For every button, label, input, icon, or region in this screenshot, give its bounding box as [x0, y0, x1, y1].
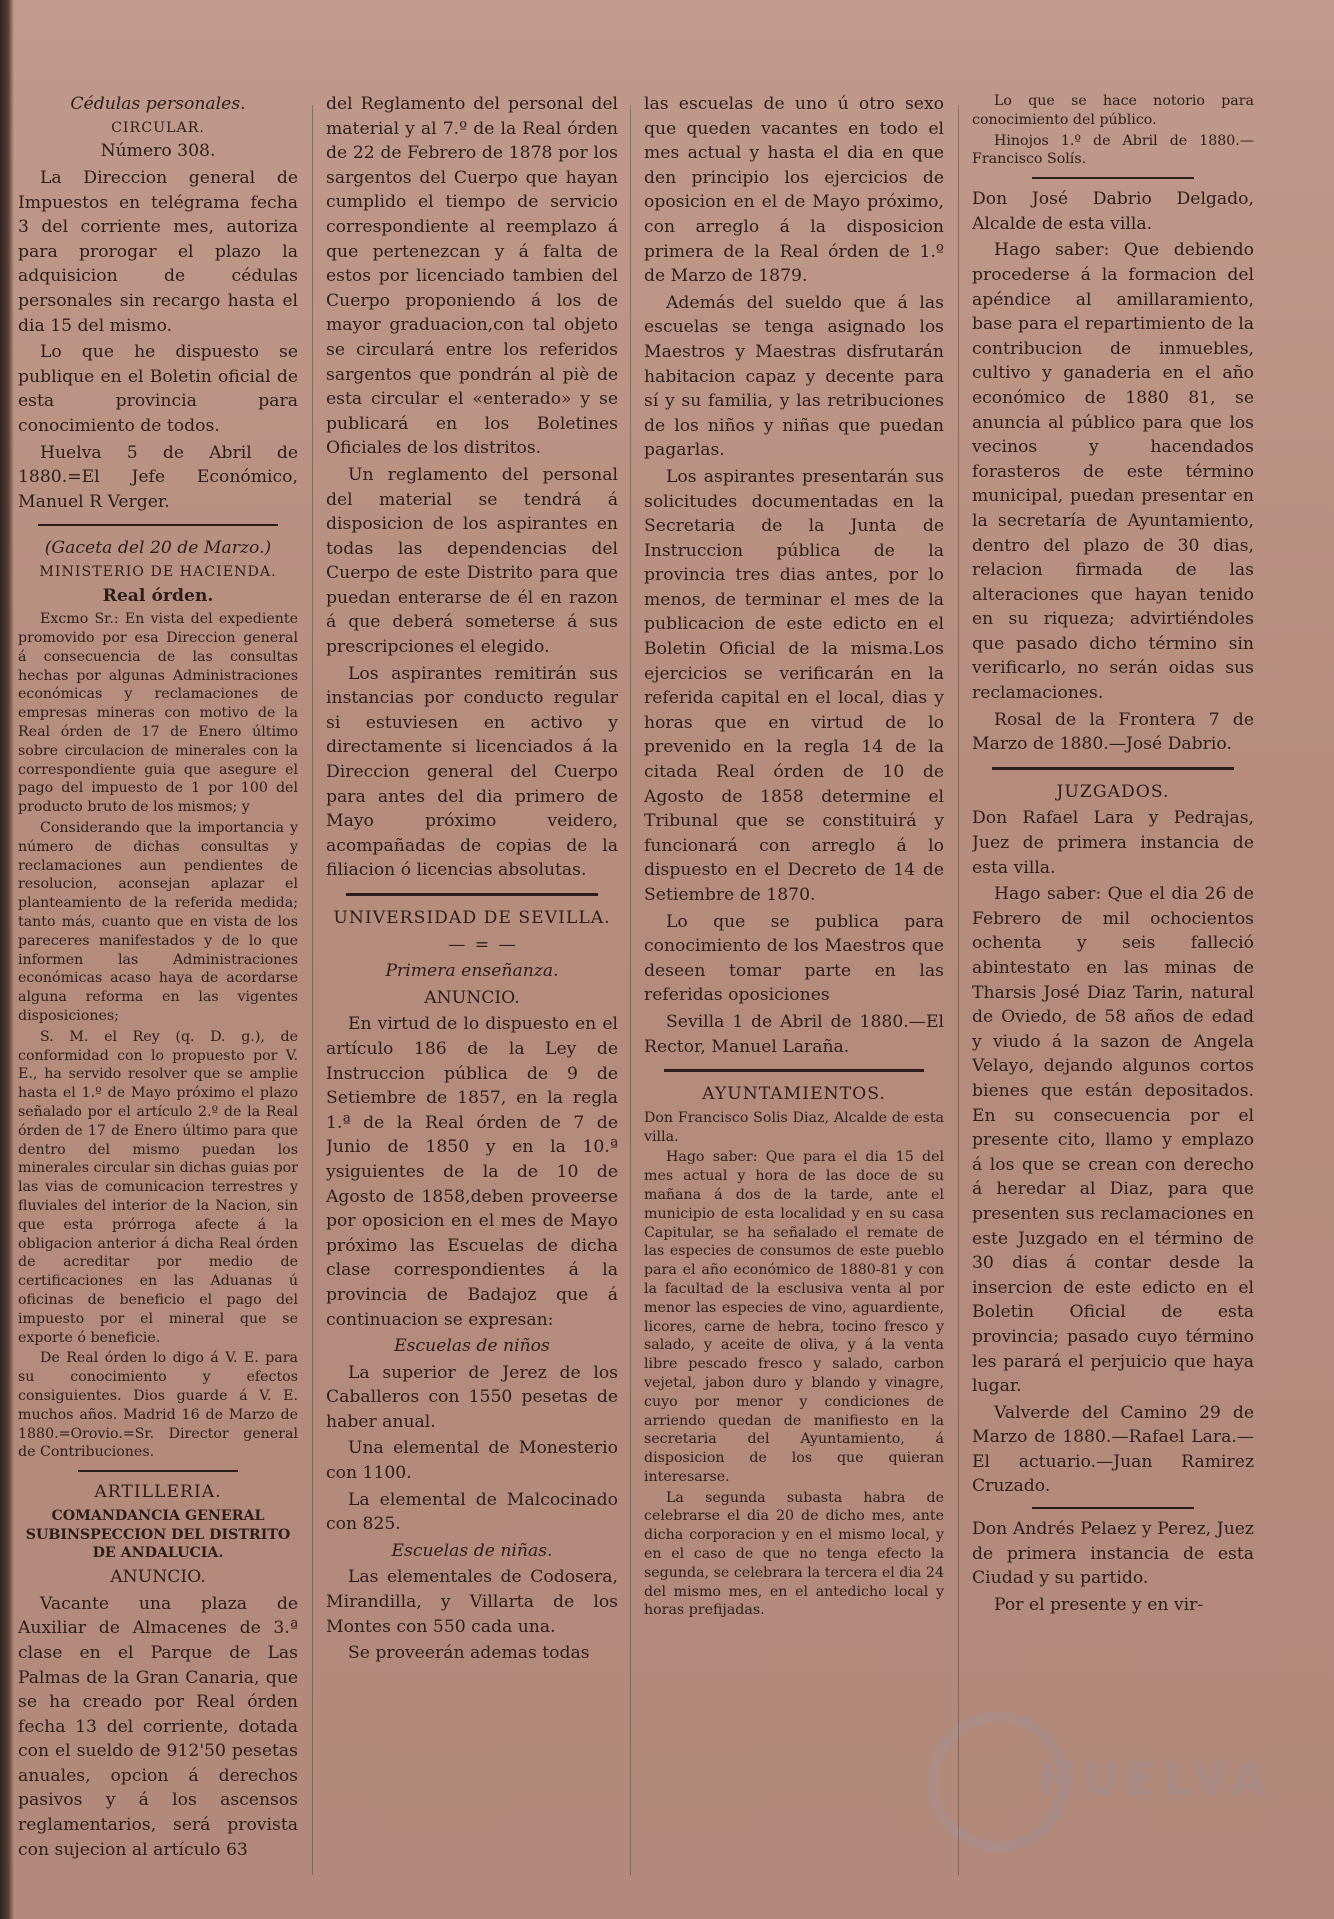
paragraph: La segunda subasta habra de celebrarse el dia 20 de dicho mes, ante dicha corporacion y en el mismo local, y en el caso de que no tenga efecto la segunda, se celebrara la tercera el dia 24 del mismo mes, en el antedicho local y horas prefijadas. [644, 1489, 944, 1619]
section-subtitle: CIRCULAR. [111, 119, 205, 136]
binding-shadow [0, 0, 14, 1919]
watermark-text: HUELVA [1038, 1752, 1273, 1806]
paragraph: las escuelas de uno ú otro sexo que queden vacantes en todo el mes actual y hasta el dia en que den principio los ejercicios de oposicion en el de Mayo próximo, con arreglo á la disposicion primera de la Real órden de 1.º de Marzo de 1879. [644, 94, 944, 287]
ministry-heading: MINISTERIO DE HACIENDA. [39, 563, 277, 580]
gaceta-reference: (Gaceta del 20 de Marzo.) [44, 538, 272, 559]
divider [78, 1470, 238, 1472]
paragraph: Las elementales de Codosera, Mirandilla, y Villarta de los Montes con 550 cada una. [326, 1567, 618, 1637]
circular-number: Número 308. [100, 141, 216, 162]
official-name: Don José Dabrio Delgado, Alcalde de esta villa. [972, 189, 1254, 234]
separator: — = — [448, 934, 518, 955]
divider [346, 893, 598, 896]
anuncio-heading: ANUNCIO. [110, 1567, 206, 1588]
column-1 [18, 92, 298, 1864]
divider [664, 1069, 924, 1072]
column-divider [312, 105, 313, 1875]
primera-ensenanza-heading: Primera enseñanza. [385, 961, 559, 982]
official-name: Don Francisco Solis Diaz, Alcalde de esta villa. [644, 1109, 944, 1145]
signature: Sevilla 1 de Abril de 1880.—El Rector, Manuel Laraña. [644, 1011, 944, 1057]
official-name: Don Rafael Lara y Pedrajas, Juez de primera instancia de esta villa. [972, 808, 1254, 878]
column-3 [644, 92, 944, 1622]
column-4 [972, 92, 1254, 1619]
universidad-heading: UNIVERSIDAD DE SEVILLA. [333, 908, 611, 928]
signature: Rosal de la Frontera 7 de Marzo de 1880.—José Dabrio. [972, 709, 1254, 755]
juzgados-heading: JUZGADOS. [1056, 781, 1170, 802]
paragraph: En virtud de lo dispuesto en el artículo 186 de la Ley de Instruccion pública de 9 de Setiembre de 1857, en la regla 1.ª de la Real órden de 7 de Junio de 1850 y en la 10.ª ysiguientes de la de 10 de Agosto de 1858,deben proveerse por oposicion en el mes de Mayo próximo las Escuelas de dicha clase correspondientes á la provincia de Badajoz que á continuacion se expresan: [326, 1014, 618, 1330]
comandancia-heading: COMANDANCIA GENERAL SUBINSPECCION DEL DISTRITO DE ANDALUCIA. [25, 1507, 291, 1562]
divider [992, 767, 1234, 770]
paragraph: Lo que se publica para conocimiento de los Maestros que deseen tomar parte en las referidas oposiciones [644, 911, 944, 1006]
signature: Hinojos 1.º de Abril de 1880.—Francisco Solís. [972, 132, 1254, 168]
escuelas-ninos-heading: Escuelas de niños [394, 1336, 550, 1357]
paragraph: Excmo Sr.: En vista del expediente promovido por esa Direccion general á consecuencia de las consultas hechas por algunas Administraciones económicas y reclamaciones de empresas mineras con motivo de la Real órden de 17 de Enero último sobre circulacion de minerales con la correspondiente guia que asegure el pago del impuesto de 1 por 100 del producto bruto de los mismos; y [18, 611, 298, 816]
paragraph: Una elemental de Monesterio con 1100. [326, 1438, 618, 1484]
paragraph: Se proveerán ademas todas [348, 1643, 590, 1664]
divider [1032, 177, 1194, 179]
escuelas-ninas-heading: Escuelas de niñas. [391, 1540, 553, 1561]
paragraph: Hago saber: Que para el dia 15 del mes actual y hora de las doce de su mañana á dos de la tarde, ante el municipio de esta localidad y en su casa Capitular, se ha señalado el remate de las especies de consumos de este pueblo para el año económico de 1880-81 y con la facultad de la esclusiva venta al por menor las especies de vino, aguardiente, licores, carne de hebra, tocino fresco y salado, y aceite de oliva, y á la venta libre pescado fresco y salado, carbon vejetal, jabon duro y blando y vinagre, cuyo por menor y condiciones de arriendo quedan de manifiesto en la secretaria del Ayuntamiento, á disposicion de los que quieran interesarse. [644, 1149, 944, 1485]
section-title: Cédulas personales. [70, 94, 246, 114]
paragraph: La elemental de Malcocinado con 825. [326, 1489, 618, 1535]
signature: Huelva 5 de Abril de 1880.=El Jefe Económico, Manuel R Verger. [18, 442, 298, 512]
paragraph: Lo que he dispuesto se publique en el Boletin oficial de esta provincia para conocimiento de todos. [18, 342, 298, 436]
official-name: Don Andrés Pelaez y Perez, Juez de primera instancia de esta Ciudad y su partido. [972, 1519, 1254, 1589]
anuncio-heading: ANUNCIO. [424, 987, 520, 1008]
paragraph: Los aspirantes remitirán sus instancias por conducto regular si estuviesen en activo y directamente si licenciados á la Direccion general del Cuerpo para antes del dia primero de Mayo próximo veidero, acompañadas de copias de la filiacion ó licencias absolutas. [326, 663, 618, 881]
paragraph: La Direccion general de Impuestos en telégrama fecha 3 del corriente mes, autoriza para prorogar el plazo la adquisicion de cédulas personales sin recargo hasta el dia 15 del mismo. [18, 167, 298, 336]
paragraph: Lo que se hace notorio para conocimiento del público. [972, 93, 1254, 128]
paragraph: Por el presente y en vir- [994, 1594, 1204, 1615]
column-divider [958, 105, 959, 1875]
library-watermark [928, 1712, 1273, 1892]
paragraph: Hago saber: Que el dia 26 de Febrero de mil ochocientos ochenta y seis falleció abintestato en las minas de Tharsis José Diaz Tarin, natural de Oviedo, de 58 años de edad y viudo á la sazon de Angela Velayo, dejando algunos cortos bienes que están depositados. En su consecuencia por el presente cito, llamo y emplazo á los que se crean con derecho á heredar al Diaz, para que presenten sus reclamaciones en este Juzgado en el término de 30 dias á contar desde la insercion de este edicto en el Boletin Oficial de esta provincia; pasado cuyo término les parará el perjuicio que haya lugar. [972, 884, 1254, 1397]
divider [38, 524, 278, 526]
signature: Valverde del Camino 29 de Marzo de 1880.—Rafael Lara.—El actuario.—Juan Ramirez Cruzado. [972, 1402, 1254, 1497]
paragraph: S. M. el Rey (q. D. g.), de conformidad con lo propuesto por V. E., ha servido resolver que se amplie hasta el 1.º de Mayo próximo el plazo señalado por el artículo 2.º de la Real órden de 17 de Enero último para que dentro del mismo puedan los minerales circular sin dichas guias por las vias de comunicacion terrestres y fluviales del interior de la Nacion, sin que esta prórroga afecte á la obligacion anterior á dicha Real órden de acreditar por medio de certificaciones en las Aduanas ú oficinas de beneficio el pago del impuesto por el mineral que se exporte ó beneficie. [18, 1028, 298, 1346]
paragraph: Además del sueldo que á las escuelas se tenga asignado los Maestros y Maestras disfrutarán habitacion capaz y decente para sí y su familia, y las retribuciones de los niños y niñas que puedan pagarlas. [644, 292, 944, 461]
paragraph: del Reglamento del personal del material y al 7.º de la Real órden de 22 de Febrero de 1878 por los sargentos del Cuerpo que hayan cumplido el tiempo de servicio correspondiente al reemplazo á que pertenezcan y á falta de estos por licenciado tambien del Cuerpo proponiendo á los de mayor graduacion,con tal objeto se circulará entre los referidos sargentos que pondrán al piè de esta circular el «enterado» y se publicará en los Boletines Oficiales de los distritos. [326, 94, 618, 459]
column-2 [326, 92, 618, 1668]
ayuntamientos-heading: AYUNTAMIENTOS. [702, 1084, 886, 1105]
column-divider [630, 105, 631, 1875]
paragraph: Vacante una plaza de Auxiliar de Almacenes de 3.ª clase en el Parque de Las Palmas de la Gran Canaria, que se ha creado por Real órden fecha 13 del corriente, dotada con el sueldo de 912'50 pesetas anuales, opcion á derechos pasivos y á los ascensos reglamentarios, será provista con sujecion al artículo 63 [18, 1593, 298, 1860]
paragraph: Hago saber: Que debiendo procederse á la formacion del apéndice al amillaramiento, base para el repartimiento de la contribucion de inmuebles, cultivo y ganaderia en el año económico de 1880 81, se anuncia al público para que los vecinos y hacendados forasteros de este término municipal, puedan presentar en la secretaría de Ayuntamiento, dentro del plazo de 30 dias, relacion firmada de las alteraciones que hayan tenido en su riqueza; advirtiéndoles que pasado dicho término sin verificarlo, no serán oidas sus reclamaciones. [972, 240, 1254, 704]
artilleria-heading: ARTILLERIA. [94, 1482, 222, 1503]
real-orden-heading: Real órden. [102, 585, 214, 606]
paragraph: Los aspirantes presentarán sus solicitudes documentadas en la Secretaria de la Junta de Instruccion pública de la provincia tres dias antes, por lo menos, de terminar el mes de la publicacion de este edicto en el Boletin Oficial de la misma.Los ejercicios se verificarán en la referida capital en el local, dias y horas que en virtud de lo prevenido en la regla 14 de la citada Real órden de 10 de Agosto de 1858 determine el Tribunal que se constituirá y funcionará con arreglo á lo dispuesto en el Decreto de 14 de Setiembre de 1870. [644, 466, 944, 905]
paragraph: Un reglamento del personal del material se tendrá á disposicion de los aspirantes en todas las dependencias del Cuerpo de este Distrito para que puedan enterarse de él en razon á que deberá someterse á sus prescripciones el elegido. [326, 464, 618, 658]
divider [1032, 1507, 1194, 1509]
paragraph: Considerando que la importancia y número de dichas consultas y reclamaciones aun pendientes de resolucion, aconsejan aplazar el planteamiento de la referida medida; tanto más, cuanto que en vista de los pareceres manifestados y de lo que informen las Administraciones económicas acaso haya de acordarse alguna reforma en las vigentes disposiciones; [18, 820, 298, 1025]
paragraph: La superior de Jerez de los Caballeros con 1550 pesetas de haber anual. [326, 1362, 618, 1432]
paragraph: De Real órden lo digo á V. E. para su conocimiento y efectos consiguientes. Dios guarde á V. E. muchos años. Madrid 16 de Marzo de 1880.=Orovio.=Sr. Director general de Contribuciones. [18, 1350, 298, 1461]
